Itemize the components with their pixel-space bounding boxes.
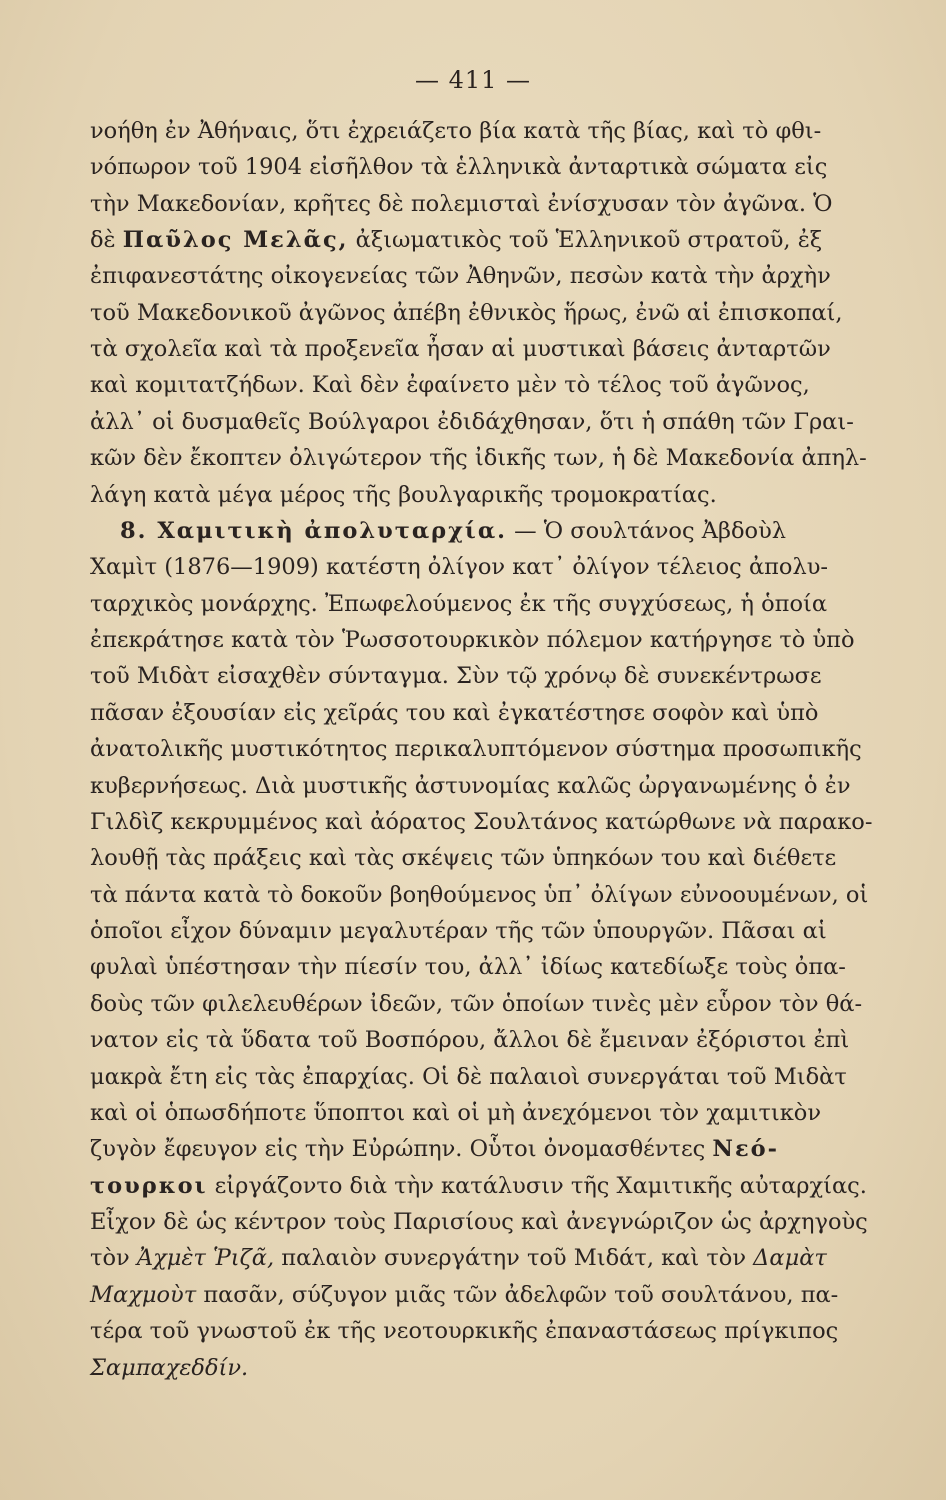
line-text: τὰ σχολεῖα καὶ τὰ προξενεῖα ἦσαν αἱ μυστικαὶ βάσεις ἀνταρτῶν — [90, 336, 831, 362]
line-text: λάγη κατὰ μέγα μέρος τῆς βουλγαρικῆς τρομοκρατίας. — [90, 482, 717, 508]
line-text: Γιλδὶζ κεκρυμμένος καὶ ἀόρατος Σουλτάνος κατώρθωνε νὰ παρακο- — [90, 809, 873, 835]
name-emphasis: Παῦλος Μελᾶς, — [122, 227, 349, 253]
text-line — [90, 556, 828, 579]
text-line — [90, 920, 827, 943]
name-italic: Δαμὰτ — [753, 1245, 827, 1271]
name-italic: Μαχμοὺτ — [90, 1282, 197, 1308]
text-line — [90, 1211, 868, 1234]
section-heading-line — [120, 520, 786, 543]
line-text: λουθῇ τὰς πράξεις καὶ τὰς σκέψεις τῶν ὑπηκόων του καὶ διέθετε — [90, 845, 837, 871]
line-text: τὰ πάντα κατὰ τὸ δοκοῦν βοηθούμενος ὑπ᾽ ὀλίγων εὐνοουμένων, οἱ — [90, 882, 869, 908]
text-line — [90, 229, 822, 252]
text-line — [90, 411, 854, 434]
text-line — [90, 956, 846, 979]
text-line — [90, 593, 827, 616]
text-line — [90, 120, 821, 143]
line-text: ἀλλ᾽ οἱ δυσμαθεῖς Βούλγαροι ἐδιδάχθησαν, ὅτι ἡ σπάθη τῶν Γραι- — [90, 409, 854, 435]
name-italic: Ἀχμὲτ Ῥιζᾶ, — [136, 1245, 275, 1271]
text-line — [90, 1175, 867, 1198]
line-text: ταρχικὸς μονάρχης. Ἐπωφελούμενος ἐκ τῆς συγχύσεως, ἡ ὁποία — [90, 591, 828, 617]
text-line — [90, 884, 868, 907]
text-line — [90, 1029, 849, 1052]
section-heading: 8. Χαμιτικὴ ἀπολυταρχία. — [120, 518, 507, 544]
text-line — [90, 484, 717, 507]
text-line — [90, 1102, 821, 1125]
line-text: κυβερνήσεως. Διὰ μυστικῆς ἀστυνομίας καλῶς ὠργανωμένης ὁ ἐν — [90, 773, 851, 799]
line-text: νοήθη ἐν Ἀθήναις, ὅτι ἐχρειάζετο βία κατὰ τῆς βίας, καὶ τὸ φθι- — [90, 118, 822, 144]
line-text: τοῦ Μακεδονικοῦ ἀγῶνος ἀπέβη ἐθνικὸς ἥρως, ἐνῶ αἱ ἐπισκοπαί, — [90, 300, 843, 326]
text-line — [90, 193, 833, 216]
text-line — [90, 374, 810, 397]
line-text: δοὺς τῶν φιλελευθέρων ἰδεῶν, τῶν ὁποίων τινὲς μὲν εὗρον τὸν θά- — [90, 991, 863, 1017]
text-line — [90, 1247, 827, 1270]
line-text: ὁποῖοι εἶχον δύναμιν μεγαλυτέραν τῆς τῶν ὑπουργῶν. Πᾶσαι αἱ — [90, 918, 827, 944]
text-line — [90, 1284, 838, 1307]
text-line — [90, 811, 872, 834]
text-line — [90, 1320, 838, 1343]
line-text: νατον εἰς τὰ ὕδατα τοῦ Βοσπόρου, ἄλλοι δὲ ἔμειναν ἐξόριστοι ἐπὶ — [90, 1027, 850, 1053]
text-line — [90, 775, 851, 798]
line-text: κῶν δὲν ἔκοπτεν ὀλιγώτερον τῆς ἰδικῆς των, ἡ δὲ Μακεδονία ἀπηλ- — [90, 445, 867, 471]
line-text: πασᾶν, σύζυγον μιᾶς τῶν ἀδελφῶν τοῦ σουλτάνου, πα- — [196, 1282, 839, 1308]
text-line — [90, 847, 836, 870]
term-emphasis: Νεό- — [712, 1136, 779, 1162]
line-text: — Ὁ σουλτάνος Ἀβδοὺλ — [506, 518, 787, 544]
text-line — [90, 1138, 779, 1161]
text-line — [90, 338, 831, 361]
name-italic: Σαμπαχεδδίν. — [90, 1355, 249, 1381]
line-text: πᾶσαν ἐξουσίαν εἰς χεῖράς του καὶ ἐγκατέστησε σοφὸν καὶ ὑπὸ — [90, 700, 819, 726]
line-text: ἀνατολικῆς μυστικότητος περικαλυπτόμενον σύστημα προσωπικῆς — [90, 736, 862, 762]
line-text: Χαμὶτ (1876—1909) κατέστη ὀλίγον κατ᾽ ὀλίγον τέλειος ἀπολυ- — [90, 554, 829, 580]
text-line — [90, 702, 818, 725]
line-text: καὶ οἱ ὁπωσδήποτε ὕποπτοι καὶ οἱ μὴ ἀνεχόμενοι τὸν χαμιτικὸν — [90, 1100, 822, 1126]
text-line — [90, 1066, 847, 1089]
text-line — [90, 1357, 248, 1380]
text-line — [90, 302, 843, 325]
line-text: δὲ — [90, 227, 123, 253]
text-line — [90, 629, 855, 652]
line-text: μακρὰ ἔτη εἰς τὰς ἐπαρχίας. Οἱ δὲ παλαιοὶ συνεργάται τοῦ Μιδὰτ — [90, 1064, 847, 1090]
line-text: φυλαὶ ὑπέστησαν τὴν πίεσίν του, ἀλλ᾽ ἰδίως κατεδίωξε τοὺς ὀπα- — [90, 954, 846, 980]
line-text: τέρα τοῦ γνωστοῦ ἐκ τῆς νεοτουρκικῆς ἐπαναστάσεως πρίγκιπος — [90, 1318, 839, 1344]
line-text: ἐπεκράτησε κατὰ τὸν Ῥωσσοτουρκικὸν πόλεμον κατήργησε τὸ ὑπὸ — [90, 627, 855, 653]
line-text: καὶ κομιτατζήδων. Καὶ δὲν ἐφαίνετο μὲν τὸ τέλος τοῦ ἀγῶνος, — [90, 372, 810, 398]
text-line — [90, 665, 822, 688]
text-line — [90, 447, 867, 470]
line-text: ἀξιωματικὸς τοῦ Ἑλληνικοῦ στρατοῦ, ἐξ — [348, 227, 823, 253]
line-text: νόπωρον τοῦ 1904 εἰσῆλθον τὰ ἑλληνικὰ ἀνταρτικὰ σώματα εἰς — [90, 154, 828, 180]
line-text: τοῦ Μιδὰτ εἰσαχθὲν σύνταγμα. Σὺν τῷ χρόνῳ δὲ συνεκέντρωσε — [90, 663, 822, 689]
term-emphasis: τουρκοι — [90, 1173, 208, 1199]
line-text: Εἶχον δὲ ὡς κέντρον τοὺς Παρισίους καὶ ἀνεγνώριζον ὡς ἀρχηγοὺς — [90, 1209, 868, 1235]
line-text: τὸν — [90, 1245, 137, 1271]
line-text: εἰργάζοντο διὰ τὴν κατάλυσιν τῆς Χαμιτικῆς αὐταρχίας. — [207, 1173, 867, 1199]
text-line — [90, 265, 831, 288]
line-text: τὴν Μακεδονίαν, κρῆτες δὲ πολεμισταὶ ἐνίσχυσαν τὸν ἀγῶνα. Ὁ — [90, 191, 833, 217]
line-text: ἐπιφανεστάτης οἰκογενείας τῶν Ἀθηνῶν, πεσὼν κατὰ τὴν ἀρχὴν — [90, 263, 831, 289]
text-line — [90, 156, 827, 179]
line-text: παλαιὸν συνεργάτην τοῦ Μιδάτ, καὶ τὸν — [274, 1245, 754, 1271]
text-line — [90, 993, 862, 1016]
page-number: — 411 — — [414, 66, 532, 94]
line-text: ζυγὸν ἔφευγον εἰς τὴν Εὐρώπην. Οὗτοι ὀνομασθέντες — [90, 1136, 713, 1162]
text-line — [90, 738, 862, 761]
